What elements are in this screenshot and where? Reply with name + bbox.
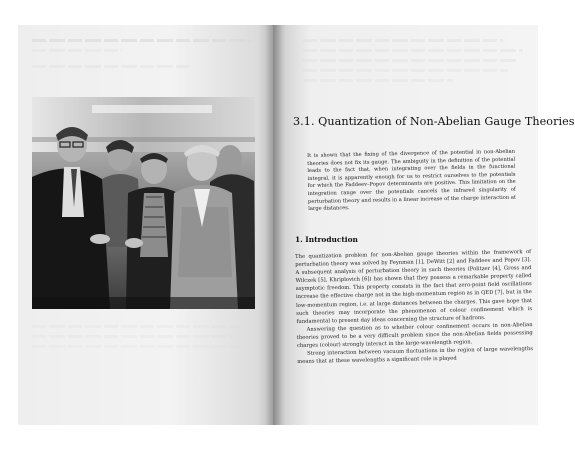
left-page — [18, 25, 273, 425]
right-page — [273, 25, 575, 425]
paragraph: Answering the question as to whether colour confinement occurs in non-Abelian theories proved to be a very difficult problem since the non-Abelian fields possessing charges (colour) strongly interact in the large-wavelength region. — [296, 321, 533, 350]
abstract-text: It is shown that the fixing of the divergence of the potential in non-Abelian theories does not fix its gauge. The ambiguity in the definition of the potential leads to the fact that, when integrating over the fields in the functional integral, it is apparently enough for us to restrict ourselves to the potentials for which the Faddeev–Popov determinants are positive. This limitation on the integration range over the potentials cancels the infrared singularity of perturbation theory and results in a linear increase of the charge interaction at large distances. — [307, 148, 517, 213]
bleed-through-text — [32, 65, 192, 75]
body-text — [295, 248, 533, 366]
bleed-through-text — [32, 325, 252, 355]
book-spread — [18, 25, 575, 425]
paragraph: Strong interaction between vacuum fluctuations in the region of large wavelengths means that at these wavelengths a significant role is played — [297, 346, 534, 366]
section-heading-introduction: 1. Introduction — [295, 235, 358, 244]
bleed-through-text — [32, 39, 252, 59]
paragraph: The quantization problem for non-Abelian gauge theories within the framework of perturbation theory was solved by Feynman [1], DeWitt [2] and Faddeev and Popov [3]. A subsequent analysis of perturbation theory in such theories (Politzer [4], Gross and Wilczek [5], Khriplovich [6]) has shown that they possess a remarkable property called asymptotic freedom. This property consists in the fact that zero-point field oscillations increase the effective charge not in the high-momentum region as in QED [7], but in the low-momentum region, i.e. at large distances between the charges. This gave hope that such theories may incorporate the phenomenon of colour confinement which is fundamental to present day ideas concerning the structure of hadrons. — [295, 249, 533, 325]
group-photo-icon — [32, 97, 255, 309]
group-photo — [32, 97, 255, 309]
bleed-through-text — [303, 39, 523, 89]
section-title: 3.1. Quantization of Non-Abelian Gauge Theories — [293, 115, 575, 128]
